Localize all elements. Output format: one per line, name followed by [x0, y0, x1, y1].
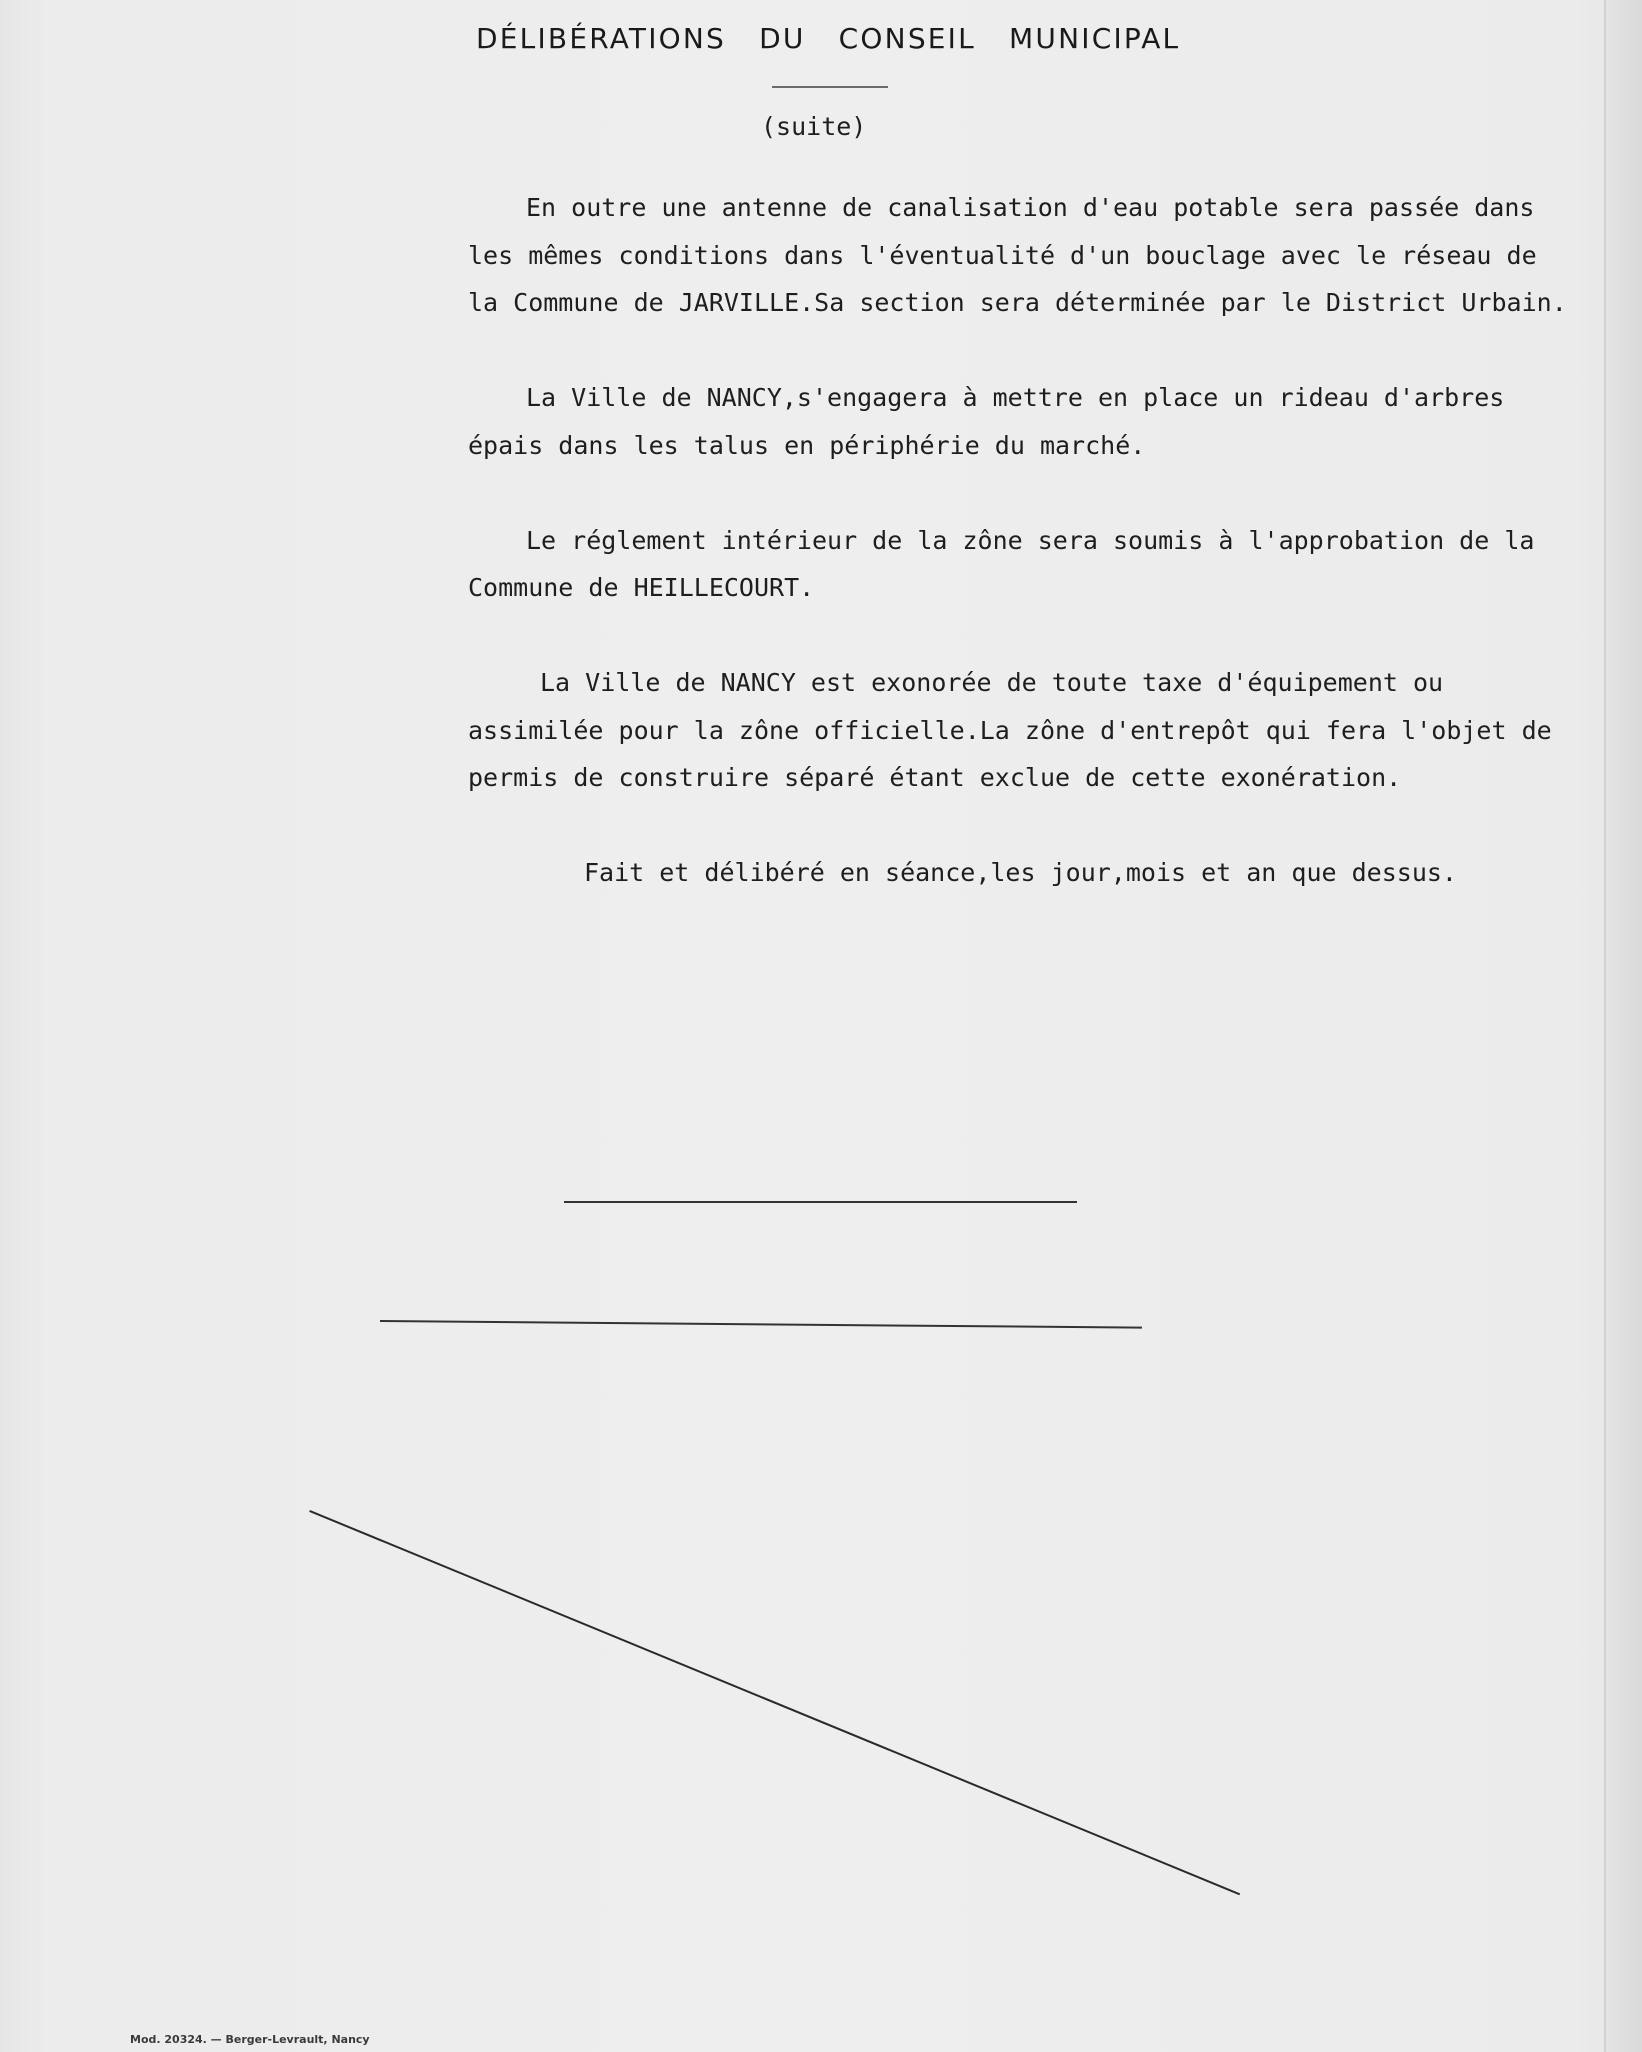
paragraph-tax-exemption	[468, 659, 1588, 802]
text-line: La Ville de NANCY est exonorée de toute taxe d'équipement ou	[540, 668, 1444, 697]
page-edge	[1604, 0, 1606, 2052]
text-line: En outre une antenne de canalisation d'eau potable sera passée dans	[526, 193, 1535, 222]
text-line: Commune de HEILLECOURT.	[468, 573, 815, 602]
text-line: les mêmes conditions dans l'éventualité d'un bouclage avec le réseau de	[468, 240, 1537, 270]
diagonal-strike-line	[309, 1510, 1240, 1895]
text-line: Le réglement intérieur de la zône sera soumis à l'approbation de la	[526, 525, 1535, 555]
signature-line-lower	[380, 1320, 1142, 1329]
closing-statement	[468, 849, 1588, 897]
title-underline	[772, 86, 888, 88]
text-line: épais dans les talus en périphérie du marché.	[468, 430, 1146, 460]
text-line: la Commune de JARVILLE.Sa section sera déterminée par le District Urbain.	[468, 288, 1567, 317]
text-line: La Ville de NANCY,s'engagera à mettre en place un rideau d'arbres	[526, 383, 1505, 412]
paragraph-regulation	[468, 517, 1588, 612]
text-line: permis de construire séparé étant exclue de cette exonération.	[468, 763, 1402, 792]
text-line: assimilée pour la zône officielle.La zône d'entrepôt qui fera l'objet de	[468, 715, 1552, 745]
document-title: DÉLIBÉRATIONS DU CONSEIL MUNICIPAL	[476, 22, 1181, 55]
document-body	[468, 184, 1588, 944]
paragraph-trees	[468, 374, 1588, 469]
signature-line-upper	[564, 1201, 1077, 1203]
continued-label: (suite)	[761, 112, 867, 141]
page-edge-shadow	[1606, 0, 1642, 2052]
closing-line: Fait et délibéré en séance,les jour,mois et an que dessus.	[584, 858, 1457, 887]
paragraph-water-pipe	[468, 184, 1588, 327]
printer-imprint: Mod. 20324. — Berger-Levrault, Nancy	[130, 2033, 370, 2046]
